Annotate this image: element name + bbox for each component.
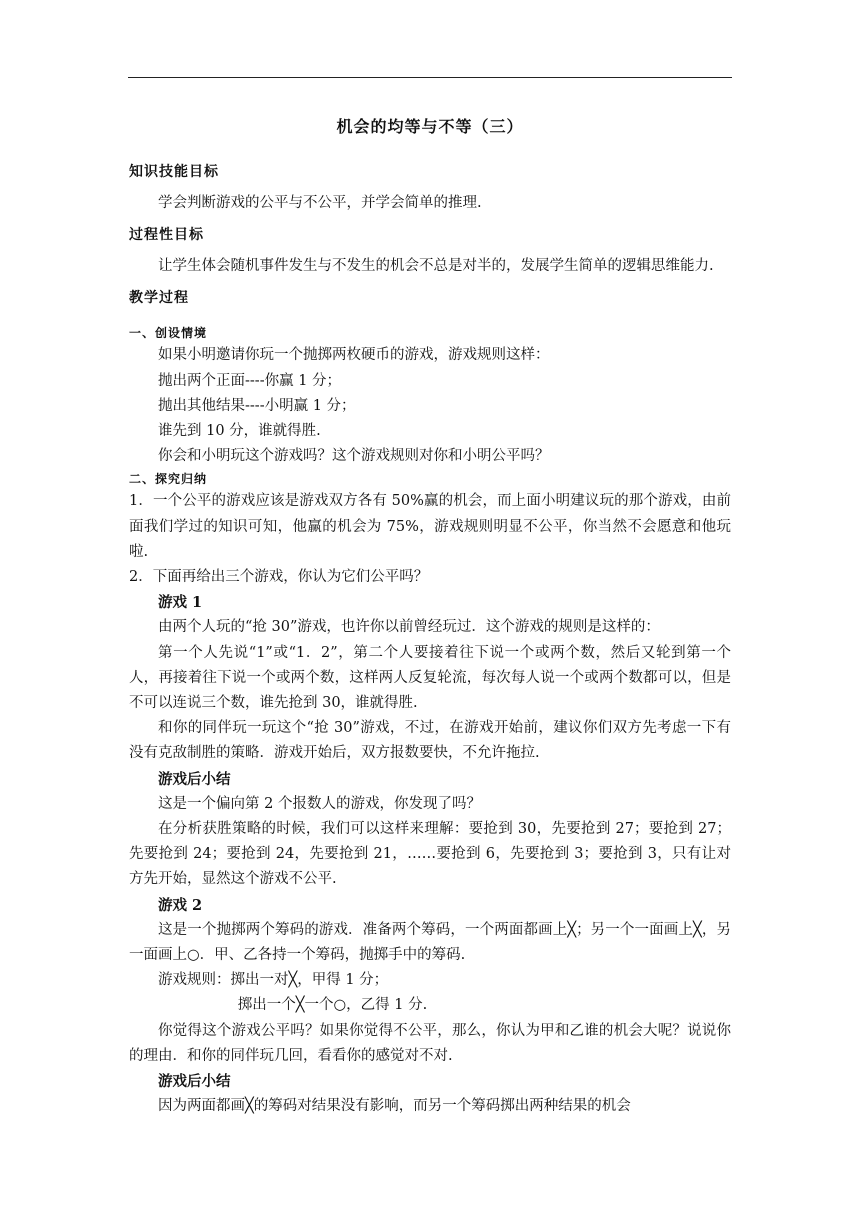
game1-paragraph: 第一个人先说“1”或“1．2”，第二个人要接着往下说一个或两个数，然后又轮到第一个人，再接着往下说一个或两个数，这样两人反复轮流，每次每人说一个或两个数都可以，但是不可以连说三个数，谁先抢到 30，谁就得胜.: [129, 644, 731, 712]
sub2-paragraph-1: 1．一个公平的游戏应该是游戏双方各有 50%赢的机会，而上面小明建议玩的那个游戏，由前面我们学过的知识可知，他赢的机会为 75%，游戏规则明显不公平，你当然不会愿意和他玩啦.: [129, 493, 731, 560]
sub1-line: 如果小明邀请你玩一个抛掷两枚硬币的游戏，游戏规则这样：: [158, 347, 550, 364]
knowledge-text: 学会判断游戏的公平与不公平，并学会简单的推理.: [158, 195, 482, 211]
game2-rule: 掷出一个╳一个○，乙得 1 分.: [237, 997, 428, 1014]
game1-paragraph: 由两个人玩的“抢 30”游戏，也许你以前曾经玩过．这个游戏的规则是这样的：: [158, 619, 660, 636]
header-rule: [128, 77, 732, 78]
game1-paragraph: 和你的同伴玩一玩这个“抢 30”游戏，不过，在游戏开始前，建议你们双方先考虑一下有没有克敌制胜的策略．游戏开始后，双方报数要快，不允许拖拉.: [129, 720, 731, 762]
process-heading: 过程性目标: [129, 227, 204, 244]
sub1-heading: 一、创设情境: [129, 326, 208, 341]
sub1-line: 谁先到 10 分，谁就得胜.: [158, 423, 321, 440]
summary1-paragraph: 在分析获胜策略的时候，我们可以这样来理解：要抢到 30，先要抢到 27；要抢到 27；先要抢到 24；要抢到 24，先要抢到 21，……要抢到 6，先要抢到 3；要抢到 3，只有让对方先开始，显然这个游戏不公平.: [129, 821, 731, 888]
sub2-paragraph-2: 2．下面再给出三个游戏，你认为它们公平吗？: [129, 569, 429, 586]
process-text: 让学生体会随机事件发生与不发生的机会不总是对半的，发展学生简单的逻辑思维能力.: [158, 258, 714, 275]
sub1-line: 抛出两个正面----你赢 1 分；: [158, 372, 342, 389]
summary1-paragraph: 这是一个偏向第 2 个报数人的游戏，你发现了吗？: [158, 795, 481, 812]
game2-paragraph: 你觉得这个游戏公平吗？如果你觉得不公平，那么，你认为甲和乙谁的机会大呢？说说你的理由．和你的同伴玩几回，看看你的感觉对不对.: [129, 1022, 731, 1064]
teaching-heading: 教学过程: [129, 290, 189, 307]
knowledge-heading: 知识技能目标: [129, 164, 219, 180]
summary2-paragraph: 因为两面都画╳的筹码对结果没有影响，而另一个筹码掷出两种结果的机会: [158, 1098, 631, 1115]
summary2-title: 游戏后小结: [158, 1073, 231, 1091]
document-body: [129, 114, 731, 1120]
summary1-title: 游戏后小结: [158, 770, 231, 788]
game1-title: 游戏 1: [158, 594, 203, 612]
document-title: 机会的均等与不等（三）: [336, 117, 524, 136]
game2-title: 游戏 2: [158, 896, 203, 914]
game2-rule: 游戏规则：掷出一对╳，甲得 1 分；: [158, 972, 389, 989]
sub2-heading: 二、探究归纳: [129, 472, 208, 487]
sub1-line: 你会和小明玩这个游戏吗？这个游戏规则对你和小明公平吗？: [158, 448, 550, 465]
sub1-line: 抛出其他结果----小明赢 1 分；: [158, 397, 356, 414]
game2-paragraph: 这是一个抛掷两个筹码的游戏．准备两个筹码，一个两面都画上╳；另一个一面画上╳，另一面画上○．甲、乙各持一个筹码，抛掷手中的筹码.: [129, 921, 731, 964]
